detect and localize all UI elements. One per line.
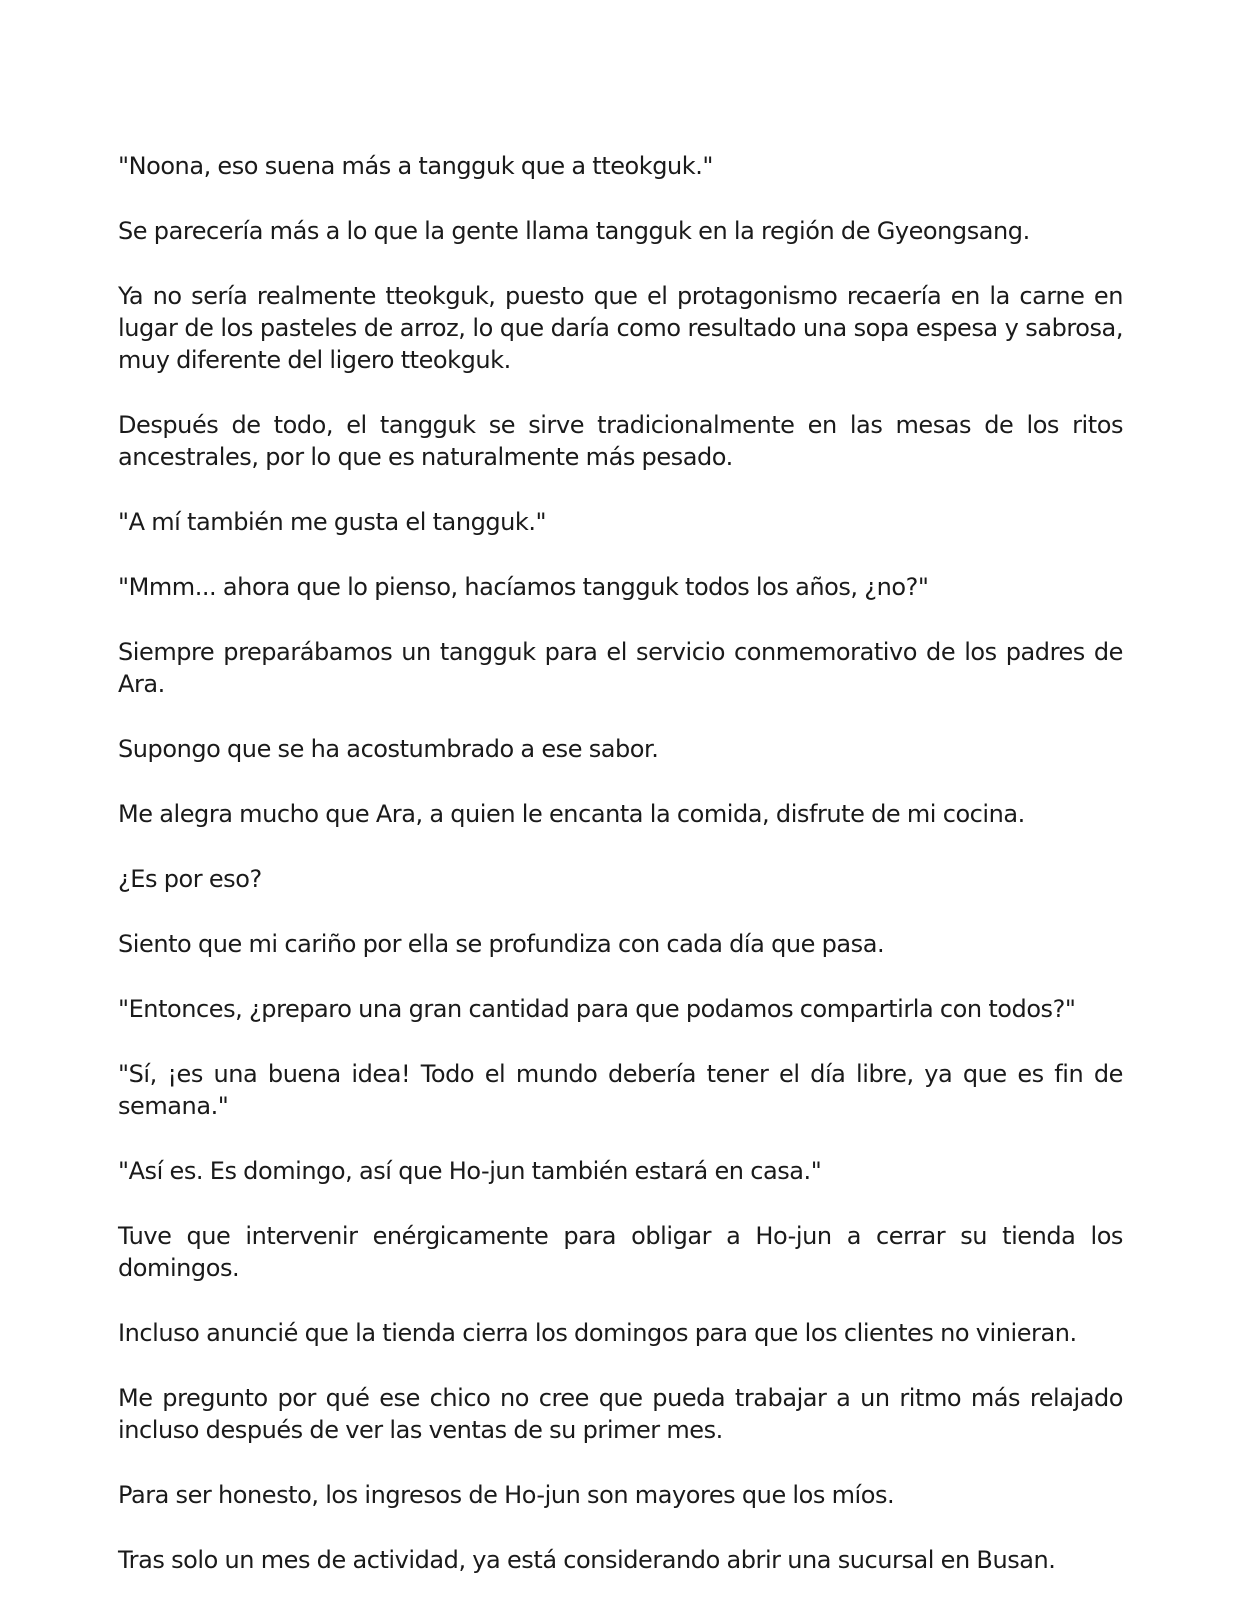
text-column: [118, 150, 1123, 1609]
paragraph: Siento que mi cariño por ella se profundiza con cada día que pasa.: [118, 930, 885, 958]
paragraph: Me pregunto por qué ese chico no cree que pueda trabajar a un ritmo más relajado incluso después de ver las ventas de su primer mes.: [118, 1384, 1123, 1444]
paragraph: "Mmm... ahora que lo pienso, hacíamos tangguk todos los años, ¿no?": [118, 573, 929, 601]
paragraph: Tuve que intervenir enérgicamente para obligar a Ho-jun a cerrar su tienda los domingos.: [118, 1222, 1123, 1282]
paragraph: Después de todo, el tangguk se sirve tradicionalmente en las mesas de los ritos ancestrales, por lo que es naturalmente más pesado.: [118, 411, 1123, 471]
paragraph: "Noona, eso suena más a tangguk que a tteokguk.": [118, 152, 713, 180]
paragraph: Incluso anuncié que la tienda cierra los domingos para que los clientes no vinieran.: [118, 1319, 1077, 1347]
paragraph: Me alegra mucho que Ara, a quien le encanta la comida, disfrute de mi cocina.: [118, 800, 1025, 828]
paragraph: Supongo que se ha acostumbrado a ese sabor.: [118, 735, 659, 763]
paragraph: Siempre preparábamos un tangguk para el servicio conmemorativo de los padres de Ara.: [118, 638, 1123, 698]
paragraph: Se parecería más a lo que la gente llama tangguk en la región de Gyeongsang.: [118, 217, 1030, 245]
paragraph: ¿Es por eso?: [118, 865, 262, 893]
paragraph: "Sí, ¡es una buena idea! Todo el mundo debería tener el día libre, ya que es fin de semana.": [118, 1060, 1123, 1120]
paragraph: "Entonces, ¿preparo una gran cantidad para que podamos compartirla con todos?": [118, 995, 1076, 1023]
paragraph: Tras solo un mes de actividad, ya está considerando abrir una sucursal en Busan.: [118, 1546, 1056, 1574]
paragraph: "A mí también me gusta el tangguk.": [118, 508, 547, 536]
paragraph: Ya no sería realmente tteokguk, puesto que el protagonismo recaería en la carne en lugar de los pasteles de arroz, lo que daría como resultado una sopa espesa y sabrosa, muy diferente del ligero tteokguk.: [118, 282, 1123, 374]
paragraph: "Así es. Es domingo, así que Ho-jun también estará en casa.": [118, 1157, 822, 1185]
paragraph: Para ser honesto, los ingresos de Ho-jun son mayores que los míos.: [118, 1481, 895, 1509]
